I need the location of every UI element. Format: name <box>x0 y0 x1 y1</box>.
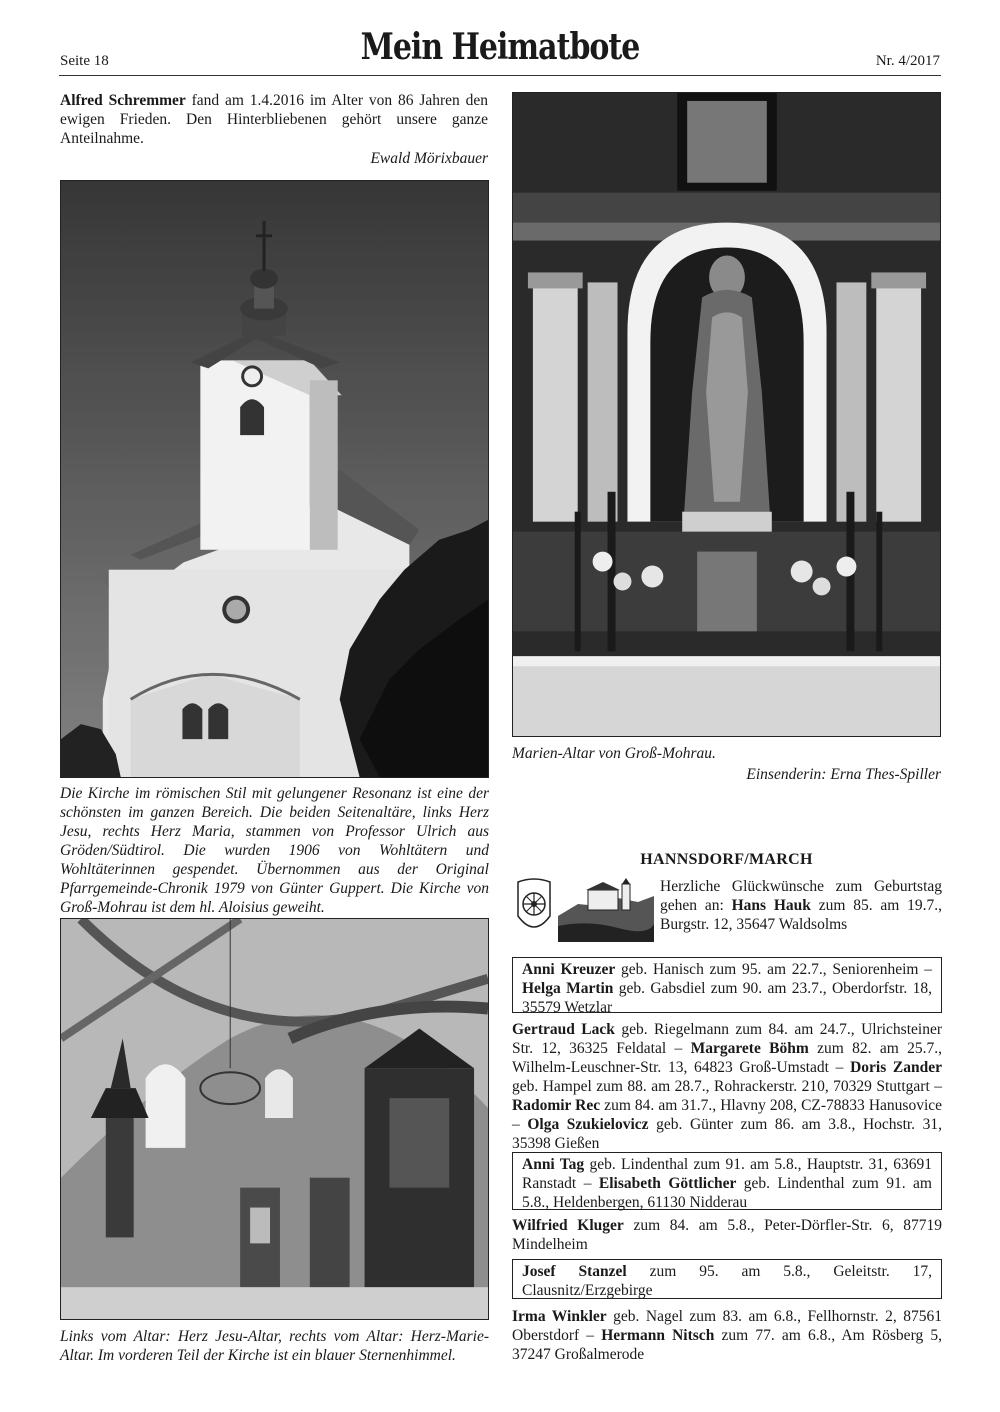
page-number: Seite 18 <box>60 53 109 69</box>
person-name: Hermann Nitsch <box>601 1327 715 1344</box>
birthday-details: zum 95. am 5.8., Geleitstr. 17, Clausnitz/Erzgebirge <box>522 1263 933 1299</box>
birthday-details: geb. Günter zum 86. am 3.8., Hochstr. 31, 35398 Gießen <box>512 1116 942 1152</box>
intro-text: Herzliche Glückwünsche zum Geburtstag gehen an: <box>660 878 942 914</box>
birthday-entry <box>512 1307 942 1364</box>
birthday-entry <box>512 957 942 1016</box>
birthday-entry <box>512 1259 942 1299</box>
header-divider <box>59 75 941 76</box>
person-name: Irma Winkler <box>512 1308 607 1325</box>
person-name: Anni Kreuzer <box>522 961 616 978</box>
obituary-author: Ewald Mörixbauer <box>370 150 488 167</box>
birthday-details: zum 77. am 6.8., Am Rösberg 5, 37247 Großalmerode <box>512 1327 942 1363</box>
person-name: Radomir Rec <box>512 1097 601 1114</box>
person-name: Gertraud Lack <box>512 1021 615 1038</box>
obituary-text: fand am 1.4.2016 im Alter von 86 Jahren den ewigen Frieden. Den Hinterbliebenen gehört unsere ganze Anteilnahme. <box>60 92 488 147</box>
birthday-details: geb. Lindenthal zum 91. am 5.8., Hauptstr. 31, 63691 Ranstadt – <box>522 1156 932 1192</box>
person-name: Elisabeth Göttlicher <box>598 1175 737 1192</box>
birthday-details: geb. Lindenthal zum 91. am 5.8., Heldenbergen, 61130 Nidderau <box>522 1175 932 1211</box>
intro-first-text: zum 85. am 19.7., Burgstr. 12, 35647 Waldsolms <box>660 897 943 933</box>
birthday-details: zum 84. am 5.8., Peter-Dörfler-Str. 6, 87719 Mindelheim <box>512 1217 942 1253</box>
section-intro <box>660 877 942 934</box>
birthday-entry <box>512 1216 942 1254</box>
village-sketch-image <box>558 876 654 942</box>
altar-photo-credit: Einsenderin: Erna Thes-Spiller <box>746 766 941 783</box>
birthday-details: geb. Gabsdiel zum 90. am 23.7., Oberdorfstr. 18, 35579 Wetzlar <box>522 980 932 1016</box>
birthday-details: geb. Nagel zum 83. am 6.8., Fellhornstr. 2, 87561 Oberstdorf – <box>512 1308 942 1344</box>
issue-number: Nr. 4/2017 <box>875 53 940 69</box>
birthday-details: zum 84. am 31.7., Hlavny 208, CZ-78833 Hanusovice – <box>512 1097 943 1133</box>
section-title: HANNSDORF/MARCH <box>640 851 813 868</box>
church-exterior-photo <box>60 180 489 778</box>
person-name: Wilfried Kluger <box>512 1217 624 1234</box>
person-name: Anni Tag <box>522 1156 585 1173</box>
person-name: Margarete Böhm <box>690 1040 809 1057</box>
church-interior-photo <box>60 918 489 1320</box>
birthday-entry <box>512 1020 942 1153</box>
intro-first-name: Hans Hauk <box>731 897 811 914</box>
marian-altar-photo <box>512 92 941 737</box>
birthday-entry <box>512 1152 942 1210</box>
obituary-name: Alfred Schremmer <box>60 92 186 109</box>
person-name: Helga Martin <box>522 980 614 997</box>
altar-photo-caption: Marien-Altar von Groß-Mohrau. <box>512 745 716 762</box>
interior-photo-caption: Links vom Altar: Herz Jesu-Altar, rechts vom Altar: Herz-Marie-Altar. Im vorderen Teil der Kirche ist ein blauer Sternenhimmel. <box>60 1328 489 1364</box>
birthday-details: geb. Riegelmann zum 84. am 24.7., Ulrichsteiner Str. 12, 36325 Feldatal – <box>512 1021 942 1057</box>
birthday-details: geb. Hampel zum 88. am 28.7., Rohrackerstr. 210, 70329 Stuttgart – <box>512 1078 942 1095</box>
person-name: Doris Zander <box>850 1059 943 1076</box>
coat-of-arms-icon <box>512 876 556 942</box>
church-photo-caption: Die Kirche im römischen Stil mit gelungener Resonanz ist eine der schönsten im ganzen Bereich. Die beiden Seitenaltäre, links Herz Jesu, rechts Herz Maria, stammen von Professor Ulrich aus Gröden/Südtirol. Die wurden 1906 von Wohltätern und Wohltäterinnen gespendet. Übernommen aus der Original Pfarrgemeinde-Chronik 1979 von Günter Guppert. Die Kirche von Groß-Mohrau ist dem hl. Aloisius geweiht. <box>60 785 489 916</box>
birthday-details: zum 82. am 25.7., Wilhelm-Leuschner-Str. 13, 64823 Groß-Umstadt – <box>512 1040 942 1076</box>
birthday-details: geb. Hanisch zum 95. am 22.7., Seniorenheim – <box>615 961 932 978</box>
masthead-logo: Mein Heimatbote <box>360 26 640 69</box>
person-name: Josef Stanzel <box>522 1263 627 1280</box>
obituary-paragraph <box>60 91 488 148</box>
person-name: Olga Szukielovicz <box>527 1116 649 1133</box>
